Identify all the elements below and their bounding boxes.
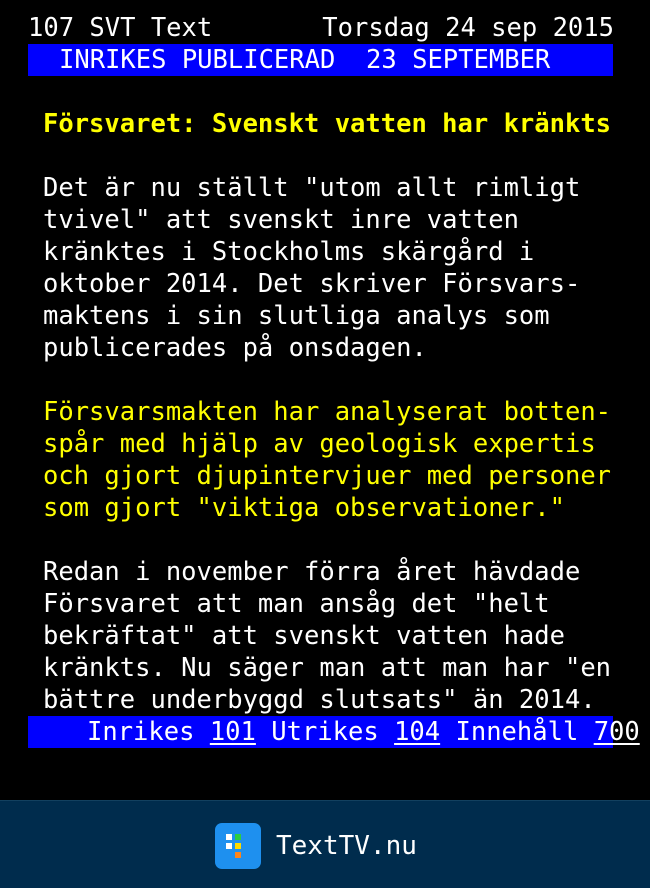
brand-name: TextTV.nu [276, 831, 417, 861]
date-label: Torsdag 24 sep 2015 [322, 13, 614, 43]
paragraph-line: bättre underbyggd slutsats" än 2014. [43, 685, 596, 715]
paragraph-line: kränktes i Stockholms skärgård i [43, 237, 535, 267]
article-title: Försvaret: Svenskt vatten har kränkts [43, 109, 612, 139]
texttv-logo-icon [215, 823, 261, 869]
paragraph-line: som gjort "viktiga observationer." [43, 493, 565, 523]
section-bar-text: INRIKES PUBLICERAD 23 SEPTEMBER [59, 45, 551, 75]
paragraph-line: Det är nu ställt "utom allt rimligt [43, 173, 581, 203]
article-paragraph-3 [43, 556, 611, 716]
paragraph-line: kränkts. Nu säger man att man har "en [43, 653, 612, 683]
nav-label-innehall: Innehåll [455, 717, 579, 747]
page-number-label: 107 SVT Text [28, 13, 213, 43]
brand-link[interactable] [215, 823, 417, 869]
section-bar [28, 44, 613, 76]
nav-link-inrikes[interactable]: 101 [209, 717, 256, 747]
paragraph-line: spår med hjälp av geologisk expertis [43, 429, 596, 459]
nav-links [87, 716, 640, 748]
paragraph-line: publicerades på onsdagen. [43, 333, 427, 363]
paragraph-line: tvivel" att svenskt inre vatten [43, 205, 519, 235]
paragraph-line: maktens i sin slutliga analys som [43, 301, 550, 331]
nav-label-utrikes: Utrikes [271, 717, 379, 747]
footer-bar [0, 800, 650, 888]
nav-link-innehall[interactable]: 700 [593, 717, 640, 747]
paragraph-line: Redan i november förra året hävdade [43, 557, 581, 587]
nav-bar [28, 716, 640, 748]
paragraph-line: oktober 2014. Det skriver Försvars- [43, 269, 581, 299]
nav-label-inrikes: Inrikes [87, 717, 195, 747]
paragraph-line: Försvaret att man ansåg det "helt [43, 589, 550, 619]
paragraph-line: Försvarsmakten har analyserat botten- [43, 397, 612, 427]
paragraph-line: bekräftat" att svenskt vatten hade [43, 621, 565, 651]
article-paragraph-1 [43, 172, 580, 364]
paragraph-line: och gjort djupintervjuer med personer [43, 461, 612, 491]
nav-link-utrikes[interactable]: 104 [394, 717, 441, 747]
article-paragraph-2 [43, 396, 611, 524]
